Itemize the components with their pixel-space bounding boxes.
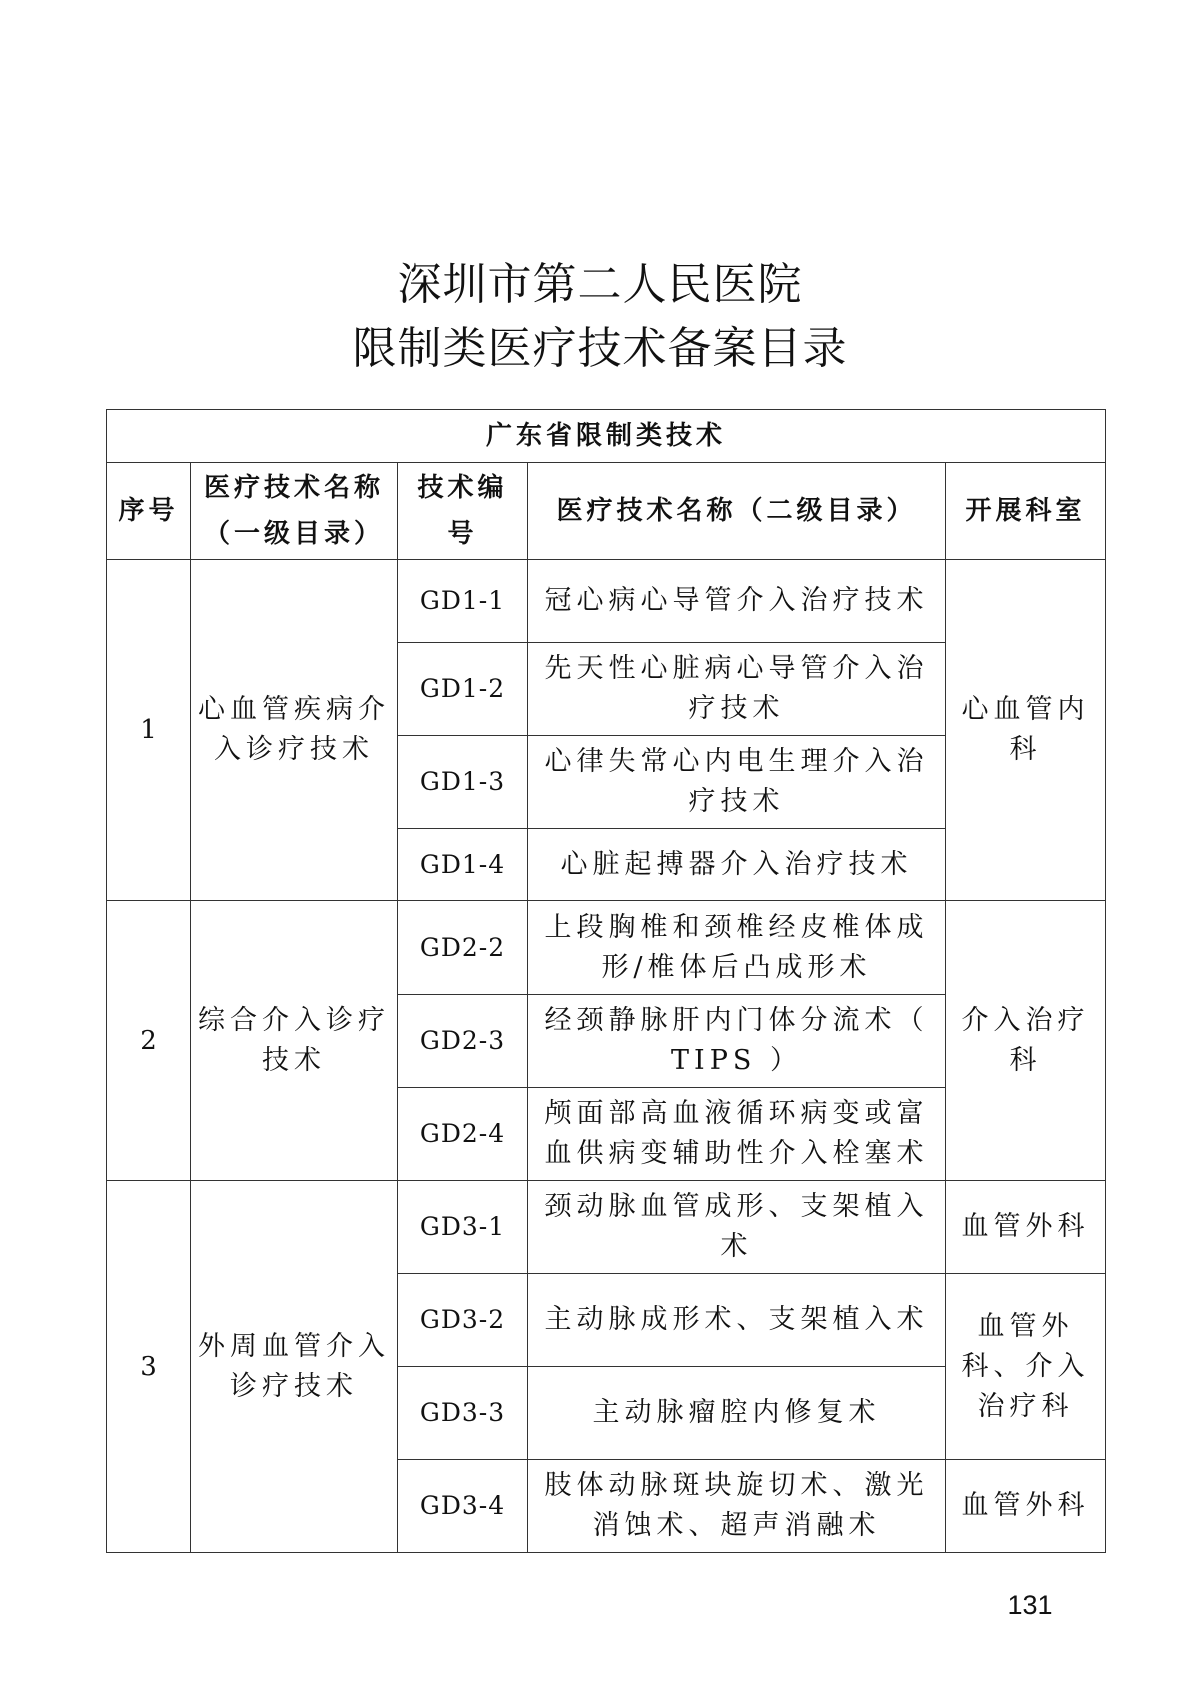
level2-name-cell: 肢体动脉斑块旋切术、激光消蚀术、超声消融术 — [528, 1460, 946, 1553]
header-dept: 开展科室 — [946, 463, 1106, 560]
code-cell: GD1-1 — [398, 560, 528, 643]
code-cell: GD1-4 — [398, 829, 528, 901]
header-name-level2: 医疗技术名称（二级目录） — [528, 463, 946, 560]
level2-name-cell: 颅面部高血液循环病变或富血供病变辅助性介入栓塞术 — [528, 1088, 946, 1181]
table-row — [107, 1181, 1106, 1274]
header-name-level1: 医疗技术名称（一级目录） — [191, 463, 398, 560]
table-row — [107, 560, 1106, 643]
document-title-line2: 限制类医疗技术备案目录 — [352, 323, 848, 374]
code-cell: GD3-3 — [398, 1367, 528, 1460]
seq-cell: 1 — [107, 560, 191, 901]
dept-cell: 介入治疗科 — [946, 901, 1106, 1181]
level2-name-cell: 先天性心脏病心导管介入治疗技术 — [528, 643, 946, 736]
section-header: 广东省限制类技术 — [107, 410, 1106, 463]
code-cell: GD3-4 — [398, 1460, 528, 1553]
level2-name-cell: 上段胸椎和颈椎经皮椎体成形/椎体后凸成形术 — [528, 901, 946, 995]
level2-name-cell: 心脏起搏器介入治疗技术 — [528, 829, 946, 901]
header-seq: 序号 — [107, 463, 191, 560]
restricted-tech-table — [106, 409, 1106, 1553]
document-title-line1: 深圳市第二人民医院 — [397, 259, 803, 310]
page-number: 131 — [1007, 1590, 1053, 1620]
level2-name-cell: 主动脉成形术、支架植入术 — [528, 1274, 946, 1367]
level1-name-cell: 外周血管介入诊疗技术 — [191, 1181, 398, 1553]
level2-name-cell: 颈动脉血管成形、支架植入术 — [528, 1181, 946, 1274]
dept-cell: 血管外科、介入治疗科 — [946, 1274, 1106, 1460]
code-cell: GD2-3 — [398, 995, 528, 1088]
seq-cell: 2 — [107, 901, 191, 1181]
level1-name-cell: 心血管疾病介入诊疗技术 — [191, 560, 398, 901]
table-row — [107, 901, 1106, 995]
level2-name-cell: 冠心病心导管介入治疗技术 — [528, 560, 946, 643]
level2-name-cell: 经颈静脉肝内门体分流术（ TIPS ） — [528, 995, 946, 1088]
code-cell: GD2-2 — [398, 901, 528, 995]
seq-cell: 3 — [107, 1181, 191, 1553]
code-cell: GD1-2 — [398, 643, 528, 736]
dept-cell: 心血管内科 — [946, 560, 1106, 901]
header-code: 技术编号 — [398, 463, 528, 560]
code-cell: GD3-2 — [398, 1274, 528, 1367]
code-cell: GD1-3 — [398, 736, 528, 829]
code-cell: GD3-1 — [398, 1181, 528, 1274]
level2-name-cell: 主动脉瘤腔内修复术 — [528, 1367, 946, 1460]
dept-cell: 血管外科 — [946, 1181, 1106, 1274]
code-cell: GD2-4 — [398, 1088, 528, 1181]
dept-cell: 血管外科 — [946, 1460, 1106, 1553]
level1-name-cell: 综合介入诊疗技术 — [191, 901, 398, 1181]
level2-name-cell: 心律失常心内电生理介入治疗技术 — [528, 736, 946, 829]
